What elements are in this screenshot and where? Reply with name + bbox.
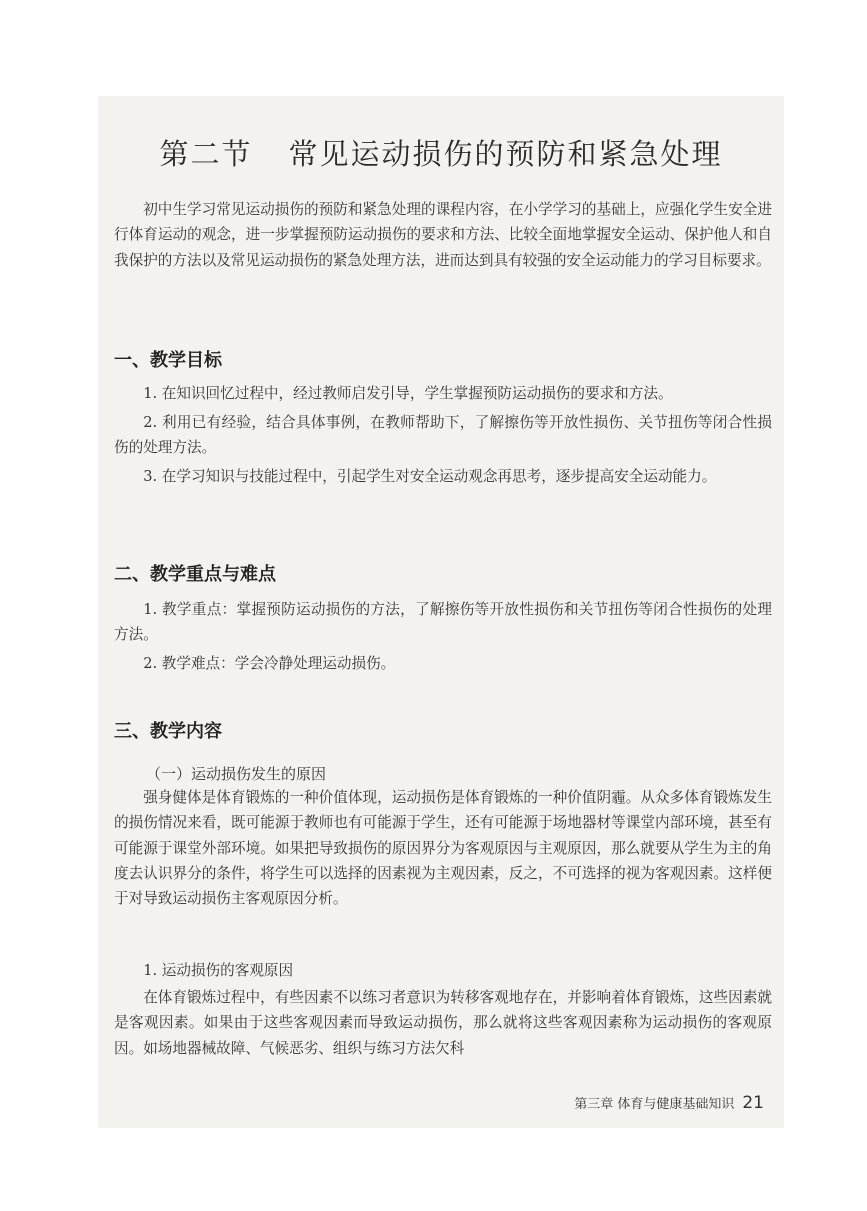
page-number: 21 [742,1093,764,1113]
textbook-page [98,96,784,1128]
causes-paragraph: 强身健体是体育锻炼的一种价值体现，运动损伤是体育锻炼的一种价值阴霾。从众多体育锻炼发生的损伤情况来看，既可能源于教师也有可能源于学生，还有可能源于场地器材等课堂内部环境，甚至有可能源于课堂外部环境。如果把导致损伤的原因界分为客观原因与主观原因，那么就要从学生为主的角度去认识界分的条件，将学生可以选择的因素视为主观因素，反之，不可选择的视为客观因素。这样便于对导致运动损伤主客观原因分析。 [114,789,772,908]
heading-teaching-content: 三、教学内容 [114,721,222,742]
subheading-injury-causes: （一）运动损伤发生的原因 [146,765,327,783]
objective-causes-paragraph: 在体育锻炼过程中，有些因素不以练习者意识为转移客观地存在，并影响着体育锻炼，这些因素就是客观因素。如果由于这些客观因素而导致运动损伤，那么就将这些客观因素称为运动损伤的客观原因。如场地器械故障、气候恶劣、组织与练习方法欠科 [114,989,772,1057]
section-title [98,132,784,173]
goal-item-3: 3. 在学习知识与技能过程中，引起学生对安全运动观念再思考，逐步提高安全运动能力。 [143,468,717,485]
section-heading: 常见运动损伤的预防和紧急处理 [288,137,723,171]
objective-causes-heading: 1. 运动损伤的客观原因 [143,962,294,979]
section-number: 第二节 [159,137,253,171]
key-point-item-1: 1. 教学重点：掌握预防运动损伤的方法，了解擦伤等开放性损伤和关节扭伤等闭合性损伤的处理方法。 [114,601,772,644]
intro-paragraph: 初中生学习常见运动损伤的预防和紧急处理的课程内容，在小学学习的基础上，应强化学生安全进行体育运动的观念，进一步掌握预防运动损伤的要求和方法、比较全面地掌握安全运动、保护他人和自我保护的方法以及常见运动损伤的紧急处理方法，进而达到具有较强的安全运动能力的学习目标要求。 [114,201,772,269]
key-point-item-2: 2. 教学难点：学会冷静处理运动损伤。 [143,655,396,672]
chapter-label: 第三章 体育与健康基础知识 [574,1097,735,1112]
heading-teaching-goals: 一、教学目标 [114,350,222,371]
goal-item-1: 1. 在知识回忆过程中，经过教师启发引导，学生掌握预防运动损伤的要求和方法。 [143,385,673,402]
heading-key-points: 二、教学重点与难点 [114,564,276,585]
goal-item-2: 2. 利用已有经验，结合具体事例，在教师帮助下，了解擦伤等开放性损伤、关节扭伤等闭合性损伤的处理方法。 [114,414,772,457]
page-footer [574,1093,764,1113]
